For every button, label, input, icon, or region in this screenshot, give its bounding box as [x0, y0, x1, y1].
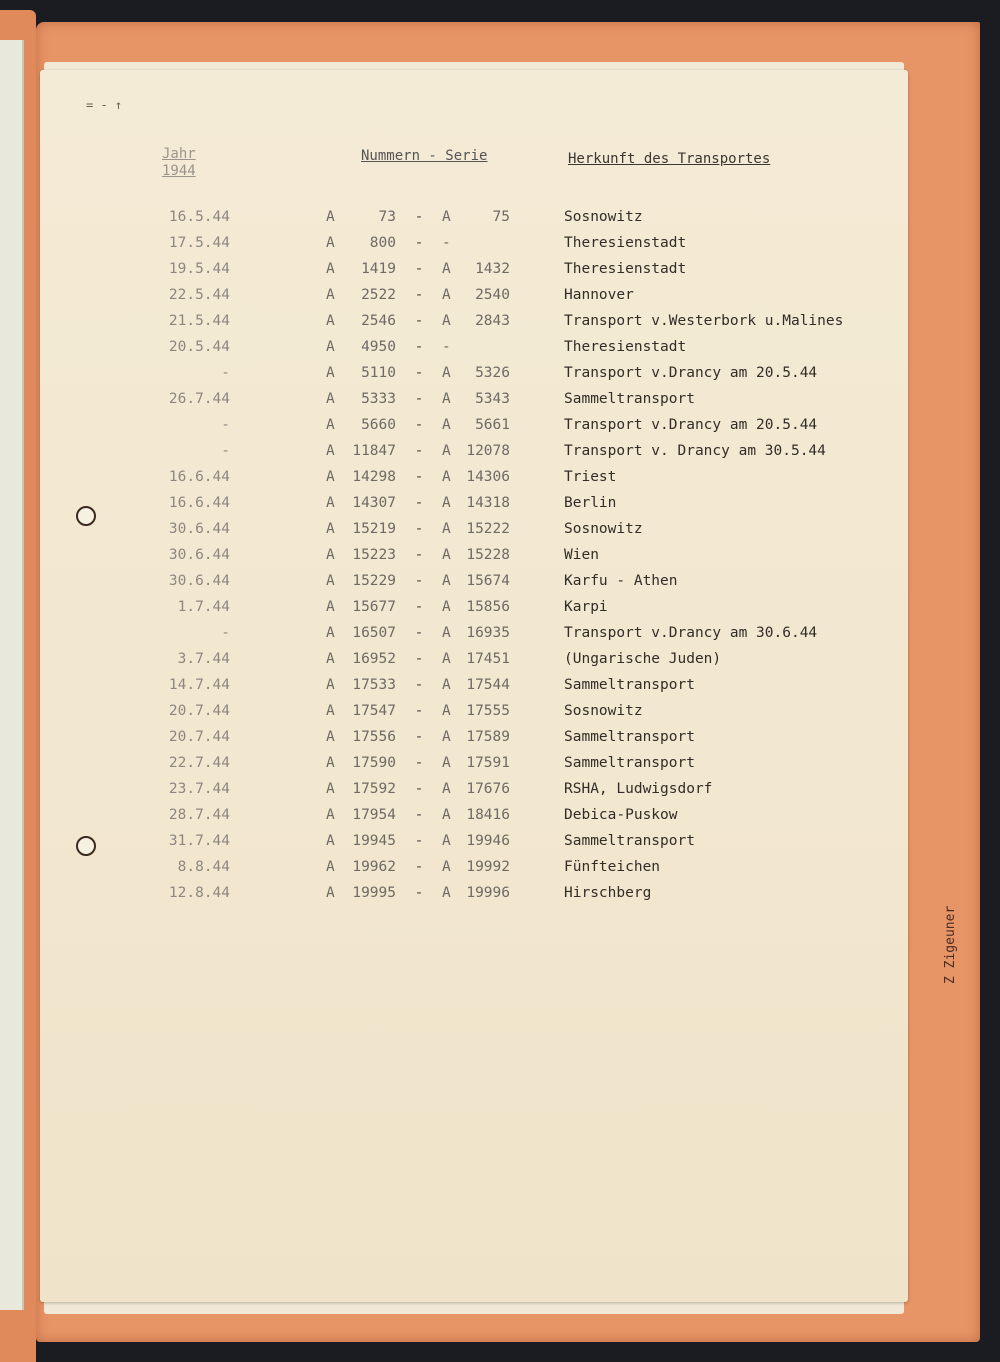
- cell-origin: Transport v.Westerbork u.Malines: [564, 313, 844, 329]
- cell-to: 2843: [475, 313, 510, 329]
- cell-origin: Debica-Puskow: [564, 807, 678, 823]
- cell-pa: A: [326, 807, 335, 823]
- cell-origin: Theresienstadt: [564, 339, 687, 355]
- cell-from: 15219: [352, 521, 396, 537]
- cell-pa: A: [326, 287, 335, 303]
- cell-to: 16935: [466, 625, 510, 641]
- table-row: [150, 854, 843, 880]
- cell-pb: A: [442, 313, 451, 329]
- cell-dash: -: [414, 313, 424, 329]
- cell-date: 28.7.44: [168, 807, 230, 823]
- cell-pb: -: [442, 235, 451, 251]
- cell-to: 17451: [466, 651, 510, 667]
- cell-origin: Sosnowitz: [564, 209, 643, 225]
- cell-to: 19992: [466, 859, 510, 875]
- cell-origin: Hannover: [564, 287, 634, 303]
- cell-dash: -: [414, 235, 424, 251]
- cell-pb: A: [442, 703, 451, 719]
- cell-dash: -: [414, 573, 424, 589]
- cell-date: 3.7.44: [177, 651, 230, 667]
- cell-to: 2540: [475, 287, 510, 303]
- table-row: [150, 880, 843, 906]
- cell-dash: -: [414, 625, 424, 641]
- cell-to: 17555: [466, 703, 510, 719]
- table-row: [150, 542, 843, 568]
- cell-dash: -: [414, 443, 424, 459]
- cell-date: 16.6.44: [168, 469, 230, 485]
- cell-dash: -: [414, 599, 424, 615]
- cell-origin: Transport v.Drancy am 20.5.44: [564, 365, 818, 381]
- cell-pa: A: [326, 833, 335, 849]
- cell-origin: Transport v. Drancy am 30.5.44: [564, 443, 826, 459]
- cell-from: 17592: [352, 781, 396, 797]
- cell-date: 30.6.44: [168, 573, 230, 589]
- punch-hole-bottom: [76, 836, 96, 856]
- cell-to: 19946: [466, 833, 510, 849]
- cell-from: 11847: [352, 443, 396, 459]
- cell-dash: -: [414, 469, 424, 485]
- cell-date: 20.5.44: [168, 339, 230, 355]
- cell-to: 15856: [466, 599, 510, 615]
- cell-origin: Wien: [564, 547, 599, 563]
- cell-origin: Sammeltransport: [564, 755, 695, 771]
- cell-dash: -: [414, 521, 424, 537]
- year-value: 1944: [162, 163, 196, 179]
- cell-pb: A: [442, 885, 451, 901]
- cell-pb: A: [442, 729, 451, 745]
- cell-pb: A: [442, 365, 451, 381]
- table-row: [150, 334, 843, 360]
- table-row: [150, 776, 843, 802]
- cell-origin: Triest: [564, 469, 617, 485]
- cell-origin: Sammeltransport: [564, 833, 695, 849]
- cell-dash: -: [414, 651, 424, 667]
- cell-date: 8.8.44: [177, 859, 230, 875]
- table-row: [150, 204, 843, 230]
- cell-to: 15228: [466, 547, 510, 563]
- cell-origin: Sosnowitz: [564, 521, 643, 537]
- table-row: [150, 750, 843, 776]
- cell-to: 17589: [466, 729, 510, 745]
- cell-to: 17676: [466, 781, 510, 797]
- cell-date: 23.7.44: [168, 781, 230, 797]
- cell-pa: A: [326, 677, 335, 693]
- cell-origin: Hirschberg: [564, 885, 652, 901]
- cell-date: 1.7.44: [177, 599, 230, 615]
- cell-date: -: [221, 417, 230, 433]
- adjacent-page-edge: [0, 40, 24, 1310]
- cell-from: 2522: [361, 287, 396, 303]
- cell-date: 30.6.44: [168, 521, 230, 537]
- cell-pa: A: [326, 729, 335, 745]
- cell-date: -: [221, 365, 230, 381]
- table-row: [150, 386, 843, 412]
- table-row: [150, 256, 843, 282]
- cell-dash: -: [414, 807, 424, 823]
- cell-pa: A: [326, 703, 335, 719]
- cell-origin: Theresienstadt: [564, 261, 687, 277]
- table-row: [150, 724, 843, 750]
- cell-pa: A: [326, 573, 335, 589]
- table-row: [150, 802, 843, 828]
- cell-pb: A: [442, 209, 451, 225]
- cell-date: 16.5.44: [168, 209, 230, 225]
- cell-origin: Theresienstadt: [564, 235, 687, 251]
- cell-to: 75: [492, 209, 510, 225]
- cell-date: 14.7.44: [168, 677, 230, 693]
- cell-pa: A: [326, 755, 335, 771]
- cell-date: 20.7.44: [168, 729, 230, 745]
- table-row: [150, 594, 843, 620]
- cell-date: -: [221, 625, 230, 641]
- cell-from: 15229: [352, 573, 396, 589]
- cell-date: 16.6.44: [168, 495, 230, 511]
- cell-dash: -: [414, 417, 424, 433]
- cell-pa: A: [326, 547, 335, 563]
- table-row: [150, 308, 843, 334]
- cell-dash: -: [414, 365, 424, 381]
- table-row: [150, 360, 843, 386]
- cell-from: 17954: [352, 807, 396, 823]
- table-row: [150, 490, 843, 516]
- cell-dash: -: [414, 547, 424, 563]
- cell-origin: Karpi: [564, 599, 608, 615]
- table-row: [150, 464, 843, 490]
- cell-pb: A: [442, 521, 451, 537]
- cell-dash: -: [414, 677, 424, 693]
- cell-from: 15223: [352, 547, 396, 563]
- cell-from: 19945: [352, 833, 396, 849]
- cell-pa: A: [326, 781, 335, 797]
- cell-pb: A: [442, 261, 451, 277]
- cell-pa: A: [326, 391, 335, 407]
- cell-pa: A: [326, 469, 335, 485]
- cell-from: 19962: [352, 859, 396, 875]
- cell-date: 31.7.44: [168, 833, 230, 849]
- cell-from: 17547: [352, 703, 396, 719]
- cell-from: 14298: [352, 469, 396, 485]
- table-row: [150, 412, 843, 438]
- cell-date: 12.8.44: [168, 885, 230, 901]
- cell-to: 14306: [466, 469, 510, 485]
- cell-pa: A: [326, 599, 335, 615]
- cell-from: 17556: [352, 729, 396, 745]
- cell-origin: Sammeltransport: [564, 677, 695, 693]
- cell-date: 20.7.44: [168, 703, 230, 719]
- cell-pb: A: [442, 573, 451, 589]
- cell-pa: A: [326, 313, 335, 329]
- cell-pb: A: [442, 391, 451, 407]
- cell-to: 12078: [466, 443, 510, 459]
- cell-pb: A: [442, 469, 451, 485]
- cell-date: 21.5.44: [168, 313, 230, 329]
- cell-pb: A: [442, 677, 451, 693]
- cell-pa: A: [326, 885, 335, 901]
- table-row: [150, 516, 843, 542]
- cell-date: 22.5.44: [168, 287, 230, 303]
- cell-to: 17544: [466, 677, 510, 693]
- cell-date: 19.5.44: [168, 261, 230, 277]
- cell-pb: A: [442, 599, 451, 615]
- cell-pa: A: [326, 417, 335, 433]
- cell-pa: A: [326, 521, 335, 537]
- table-row: [150, 828, 843, 854]
- cell-from: 17533: [352, 677, 396, 693]
- cell-to: 15674: [466, 573, 510, 589]
- punch-hole-top: [76, 506, 96, 526]
- cell-pb: A: [442, 547, 451, 563]
- cell-date: 30.6.44: [168, 547, 230, 563]
- cell-origin: Sosnowitz: [564, 703, 643, 719]
- cell-from: 14307: [352, 495, 396, 511]
- cell-pb: A: [442, 781, 451, 797]
- table-row: [150, 698, 843, 724]
- cell-from: 15677: [352, 599, 396, 615]
- cell-pa: A: [326, 261, 335, 277]
- cell-pb: A: [442, 287, 451, 303]
- cell-from: 16952: [352, 651, 396, 667]
- cell-date: -: [221, 443, 230, 459]
- origin-header: Herkunft des Transportes: [568, 151, 771, 167]
- cell-pb: A: [442, 807, 451, 823]
- cell-dash: -: [414, 339, 424, 355]
- cell-from: 5110: [361, 365, 396, 381]
- cell-pb: A: [442, 625, 451, 641]
- cell-origin: Karfu - Athen: [564, 573, 678, 589]
- cell-pa: A: [326, 443, 335, 459]
- cell-dash: -: [414, 495, 424, 511]
- cell-from: 2546: [361, 313, 396, 329]
- cell-pb: A: [442, 859, 451, 875]
- table-row: [150, 620, 843, 646]
- year-header: Jahr: [162, 146, 196, 162]
- cell-pb: A: [442, 755, 451, 771]
- cell-from: 5333: [361, 391, 396, 407]
- transport-table: [150, 204, 843, 906]
- cell-dash: -: [414, 287, 424, 303]
- cell-pb: A: [442, 833, 451, 849]
- cell-dash: -: [414, 391, 424, 407]
- cell-origin: Sammeltransport: [564, 729, 695, 745]
- cell-pa: A: [326, 495, 335, 511]
- cell-to: 15222: [466, 521, 510, 537]
- table-row: [150, 568, 843, 594]
- cell-from: 17590: [352, 755, 396, 771]
- cell-to: 18416: [466, 807, 510, 823]
- cell-date: 17.5.44: [168, 235, 230, 251]
- cell-dash: -: [414, 755, 424, 771]
- cell-from: 4950: [361, 339, 396, 355]
- cell-to: 14318: [466, 495, 510, 511]
- cell-to: 1432: [475, 261, 510, 277]
- cell-to: [456, 334, 564, 360]
- cell-dash: -: [414, 209, 424, 225]
- cell-pa: A: [326, 209, 335, 225]
- cell-pa: A: [326, 625, 335, 641]
- cell-pa: A: [326, 365, 335, 381]
- cell-origin: (Ungarische Juden): [564, 651, 722, 667]
- cell-origin: Transport v.Drancy am 20.5.44: [564, 417, 818, 433]
- table-row: [150, 672, 843, 698]
- cell-date: 22.7.44: [168, 755, 230, 771]
- cell-from: 19995: [352, 885, 396, 901]
- cell-from: 16507: [352, 625, 396, 641]
- cell-to: 19996: [466, 885, 510, 901]
- cell-from: 800: [369, 235, 396, 251]
- cell-dash: -: [414, 885, 424, 901]
- cell-dash: -: [414, 781, 424, 797]
- cell-pa: A: [326, 235, 335, 251]
- table-row: [150, 282, 843, 308]
- cell-dash: -: [414, 729, 424, 745]
- cell-dash: -: [414, 261, 424, 277]
- cell-dash: -: [414, 833, 424, 849]
- cell-to: 5326: [475, 365, 510, 381]
- cell-pb: A: [442, 495, 451, 511]
- cell-from: 5660: [361, 417, 396, 433]
- cell-dash: -: [414, 703, 424, 719]
- cell-origin: RSHA, Ludwigsdorf: [564, 781, 713, 797]
- cell-pb: A: [442, 417, 451, 433]
- cell-to: 5661: [475, 417, 510, 433]
- cell-to: 5343: [475, 391, 510, 407]
- series-header: Nummern - Serie: [361, 148, 488, 164]
- table-row: [150, 646, 843, 672]
- cell-pb: A: [442, 443, 451, 459]
- side-label: Z Zigeuner: [943, 905, 958, 984]
- cell-pa: A: [326, 859, 335, 875]
- margin-mark: = - ↑: [86, 98, 123, 112]
- cell-from: 1419: [361, 261, 396, 277]
- cell-origin: Fünfteichen: [564, 859, 661, 875]
- cell-pb: A: [442, 651, 451, 667]
- cell-to: [456, 230, 564, 256]
- table-row: [150, 230, 843, 256]
- cell-pa: A: [326, 339, 335, 355]
- cell-from: 73: [378, 209, 396, 225]
- cell-pa: A: [326, 651, 335, 667]
- cell-origin: Berlin: [564, 495, 617, 511]
- cell-origin: Sammeltransport: [564, 391, 695, 407]
- cell-to: 17591: [466, 755, 510, 771]
- cell-origin: Transport v.Drancy am 30.6.44: [564, 625, 818, 641]
- cell-dash: -: [414, 859, 424, 875]
- cell-pb: -: [442, 339, 451, 355]
- table-row: [150, 438, 843, 464]
- cell-date: 26.7.44: [168, 391, 230, 407]
